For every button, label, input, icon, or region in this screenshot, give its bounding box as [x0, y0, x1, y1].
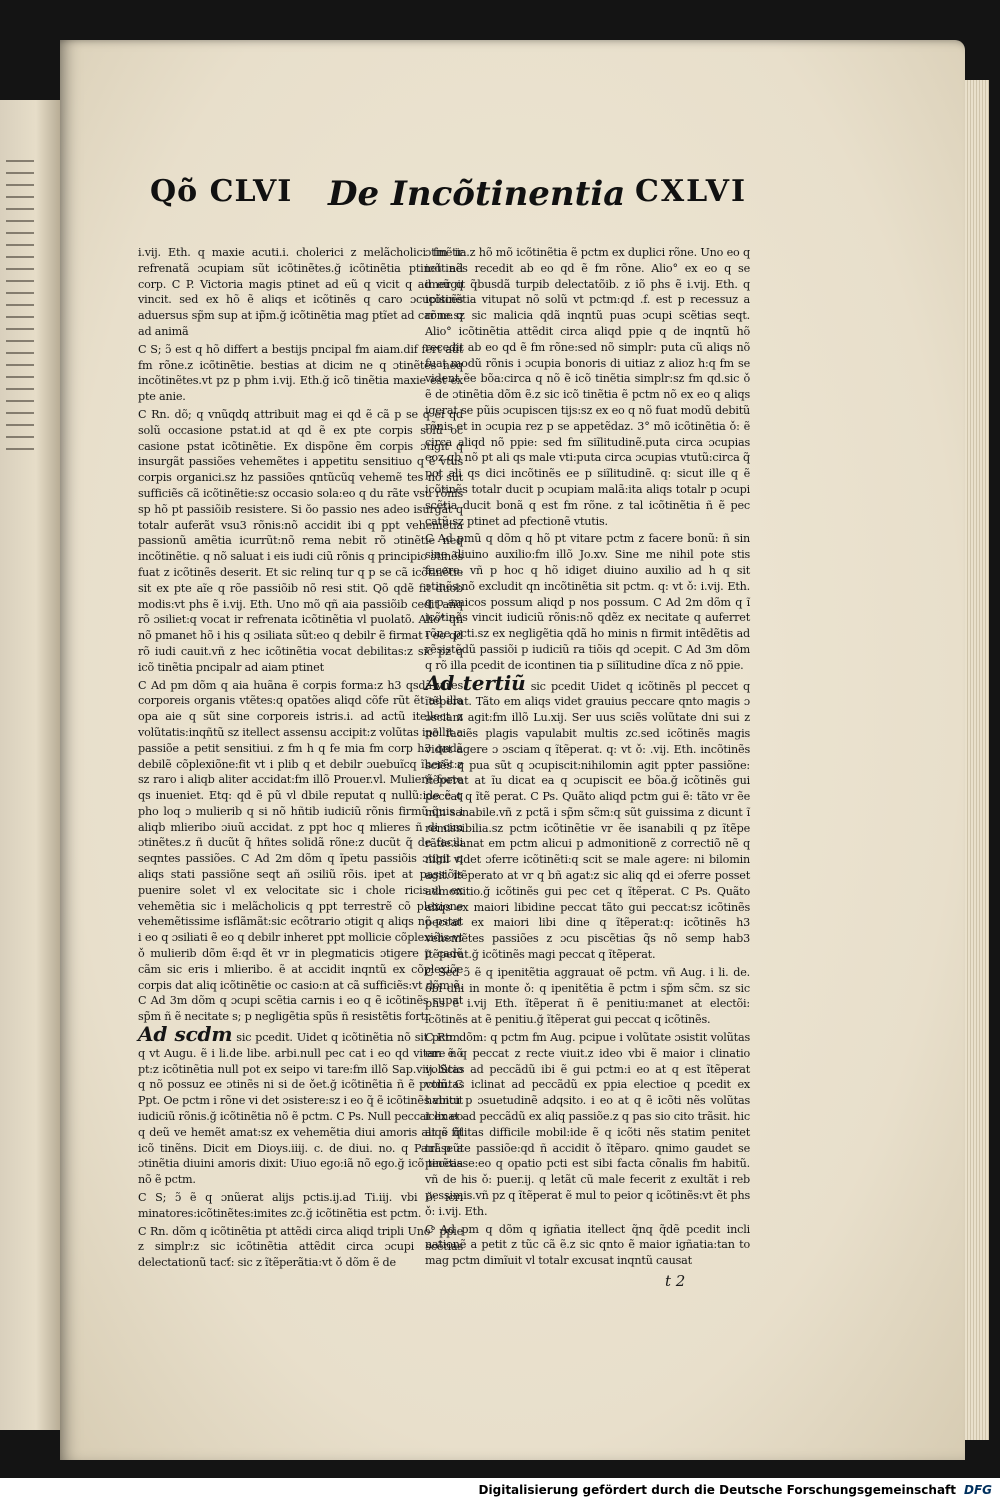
question-number: Qõ CLVI — [150, 174, 293, 209]
book-page — [60, 40, 965, 1460]
paragraph: C Ad pm q dõm q igñatia itellect q̃nq q̃dẽ pcedit incli nationẽ a petit z tũc cã ẽ.z sic qnto ẽ maior igñatia:tan to mag pctm dimĩuit vl totalr excusat inqntũ causat — [425, 1222, 750, 1268]
paragraph-text: sic pcedit. Uidet q icõtinẽtia nõ sit pctm. q vt Augu. ẽ i li.de libe. arbi.null pec cat i eo qd vitare nõ pt:z icõtinẽtia null pot ex seipo vi tare:fm illõ Sap.viij. Scio q nõ possuz ee ɔtinẽs ni si de ǒet.ğ icõtinẽtia ñ ẽ pctm. C Ppt. Oe pctm i rõne vi det ɔsistere:sz i eo q̃ ẽ icõtinẽs vincit iudiciũ rõnis.ğ icõtinẽtia nõ ẽ pctm. C Ps. Null peccat ex eo q deũ ve hemẽt amat:sz ex vehemẽtia diui amoris aliqs fit icõ tinẽns. Dicit em Dioys.iiij. c. de diui. no. q Paul p a ɔtinẽtia diuini amoris dixit: Uiuo ego:iã nõ ego.ğ icõ tinẽtia nõ ẽ pctm. — [138, 1031, 463, 1187]
paragraph: C S; ɔ̃ est q hõ differt a bestijs pncipal fm aiam.dif fert aũt fm rõne.z icõtinẽtie. bestias at dicim ne q ɔtinẽtes neq incõtinẽtes.vt pz p phm i.vij. Eth.ğ icõ tinẽtia maxie est ex pte anie. — [138, 342, 463, 404]
signature-mark: t 2 — [665, 1272, 686, 1290]
dfg-logo: DFG — [963, 1483, 992, 1497]
running-head — [60, 174, 965, 234]
funding-notice: Digitalisierung gefördert durch die Deutsche Forschungsgemeinschaft — [478, 1483, 956, 1497]
paragraph: i.vij. Eth. q maxie acuti.i. cholerici z melãcholici fm ir refrenatã ɔcupiam sũt icõtinẽtes.ğ icõtinẽtia ptinet ad corp. C P. Victoria magis ptinet ad eũ q vicit q ad eũ q vincit. sed ex hõ ẽ aliqs et icõtinẽs q caro ɔcupiscẽs aduersus sp̃m sup at ip̃m.ğ icõtinẽtia mag ptĩet ad car ne q ad animã — [138, 246, 463, 338]
page-title: De Incõtinentia — [328, 174, 626, 214]
paragraph: C Ad pm dõm q aia huãna ẽ corpis forma:z h3 qsdã vires corporeis organis vtẽtes:q opatões aliqd cõfe rũt ẽt ad illa opa aie q sũt sine corporeis istris.i. ad actũ itellect z volũtatis:inqñtũ sz itellect assensu accipit:z volũtas ipellit a passiõe a petit sensitiui. z fm h q fe mia fm corp h3 qndã debilẽ cõplexiõne:fit vt i plib q et debilr ɔuebuĩcq ĩherẽt:z sz raro i aliqb aliter accidat:fm illõ Prouer.vl. Mulierẽ forte qs inueniet. Etq: qd ẽ pũ vl dbile reputat q nullũ:ide ẽ q pho loq ɔ mulierib q si nõ hñtib iudiciũ rõnis firmũ:q̃uis i aliqb mlieribo ɔiuũ accidat. z ppt hoc q mlieres ñ di cim ɔtinẽtes.z ñ ducũt q̃ hñtes solidã rõne:z ducũt q̃ de facili seqntes passiões. C Ad 2m dõm q ĩpetu passiõis ɔtigit q aliqs stati passiõne seqt añ ɔsiliũ rõis. ipet at passiõis puenire solet vl ex velocitate sic i chole ricis:vl ex vehemẽtia sic i melãcholicis q ppt terrestrẽ cõ plexione vehemẽtissime isflãmãt:sic ecõtrario ɔtigit q aliqs nõ pstat i eo q ɔsiliati ẽ eo q debilr inheret ppt mollicie cõplexiõis:vt ǒ mulierib dõm ẽ:qd ẽt vr in plegmaticis ɔtigere p cadẽ cãm sic eris i mlieribo. ẽ at accidit inqntũ ex cõplexiõe corpis dat aliq icõtinẽtie oc casio:n at cã sufficiẽs:vt dõm ẽ. C Ad 3m dõm q ɔcupi scẽtia carnis i eo q ẽ icõtinẽs supat sp̃m ñ ẽ necitate s; p negligẽtia spũs ñ resistẽtis fortr — [138, 678, 464, 1024]
facing-page-edge — [0, 100, 62, 1430]
paragraph: C Rn. dõ; q vnũqdq attribuit mag ei qd ẽ cã p se q ei qd solũ occasione pstat.id at qd ẽ ex pte corpis solũ oc casione pstat icõtinẽtie. Ex dispõne ẽm corpis ɔtigit q insurgãt passiões vehemẽtes i appetitu sensitiuo q ẽ vtus corpis organici.sz hz passiões qntũcũq vehemẽ tes nõ sũt sufficiẽs cã icõtinẽtie:sz occasio sola:eo q du rãte vsu rõnis sp hõ pt passiõib resistere. Si ŏo passio nes adeo isurgãt q totalr auferãt vsu3 rõnis:nõ accidit ibi q ppt vehemẽtia passionũ amẽtia icurrũt:nõ rema nebit rõ ɔtinẽtie neq incõtinẽtie. q nõ saluat i eis iudi ciũ rõnis q principio ɔtinẽs fuat z icõtinẽs deserit. Et sic relinq tur q p se cã icõtinẽtie sit ex pte aĩe q rõe passiõib nõ resi stit. Qõ qdẽ fit duob modis:vt phs ẽ i.vij. Eth. Uno mõ qñ aia passiõib cedit añq rõ ɔsiliet:q vocat ir refrenata icõtinẽtia vl puolatõ. Alio° qñ nõ pmanet hõ i his q ɔsiliata sũt:eo q debilr ẽ firmat i eo qd rõ iudi cauit.vñ z hec icõtinẽtia vocat debilitas:z sic pz q icõ tinẽtia pncipalr ad aiam ptinet — [138, 407, 463, 674]
article-heading: Ad tertiũ — [425, 670, 526, 695]
funding-footer — [0, 1478, 1000, 1503]
paragraph: C Rn. dõm q icõtinẽtia pt attẽdi circa aliqd tripli Uno° ppie z simplr:z sic icõtinẽtia attẽdit circa ɔcupi scẽtias delectationũ tacť: sic z ĩtẽperãtia:vt ǒ dõm ẽ de — [138, 1224, 463, 1270]
paragraph: C Sed ɔ̃ ẽ q ipenitẽtia aggrauat oẽ pctm. vñ Aug. i li. de. ŏbi dñi in monte ǒ: q ipenitẽtia ẽ pctm i sp̃m sc̃m. sz sic phs ẽ i.vij Eth. ĩtẽperat ñ ẽ penitiu:manet at electõi: icõtinẽs at ẽ penitiu.ğ ĩtẽperat gui peccat q icõtinẽs. — [425, 965, 750, 1027]
article-heading-paragraph — [425, 670, 750, 963]
left-text-column — [138, 245, 463, 1273]
article-heading: Ad scdm — [138, 1022, 233, 1047]
paragraph: C S; ɔ̃ ẽ q ɔnũerat alijs pctis.ij.ad Ti.iij. vbi ǒ: icri minatores:icõtinẽtes:imites zc.ğ icõtinẽtia est pctm. — [138, 1191, 463, 1220]
facing-page-text-fragment — [6, 160, 34, 460]
paragraph: ɔtinẽtia.z hõ mõ icõtinẽtia ẽ pctm ex duplici rõne. Uno eo q icõtinẽs recedit ab eo qd ẽ fm rõne. Alio° ex eo q se imergit q̃busdã turpib delectatõib. z iõ phs ẽ i.vij. Eth. q icõtinẽtia vitupat nõ solũ vt pctm:qd .f. est p recessuz a rõne.sz sic malicia qdã inqntũ puas ɔcupi scẽtias seqt. Alio° icõtinẽtia attẽdit circa aliqd ppie q de inqntũ hõ recedit ab eo qd ẽ fm rõne:sed nõ simplr: puta cũ aliqs nõ fuat modũ rõnis i ɔcupia bonoris di uitiaz z alioz h:q fm se vident ẽe bõa:circa q nõ ẽ icõ tinẽtia simplr:sz fm qd.sic ǒ ẽ de ɔtinẽtia dõm ẽ.z sic icõ tinẽtia ẽ pctm nõ ex eo q aliqs igerat se pũis ɔcupiscen tijs:sz ex eo q nõ fuat modũ debitũ rõnis et in ɔcupia rez p se appetẽdaz. 3° mõ icõtinẽtia ǒ: ẽ circa aliqd nõ ppie: sed fm siĩlitudinẽ.puta circa ɔcupias eoz qb nõ pt ali qs male vti:puta circa ɔcupias vtutũ:circa q̃ pot ali qs dici incõtinẽs ee p siĩlitudinẽ. q: sicut ille q ẽ icõtinẽs totalr ducit p ɔcupiam malã:ita aliqs totalr p ɔcupi scẽtia ducit bonã q est fm rõne. z tal icõtinẽtia ñ ẽ pec catũ:sz ptinet ad pfectionẽ vtutis. — [425, 246, 750, 528]
paragraph: C Rn. dõm: q pctm fm Aug. pcipue i volũtate ɔsistit volũtas em ẽ q peccat z recte viuit.z ideo vbi ẽ maior i clinatio volũtas ad peccãdũ ibi ẽ gui pctm:i eo at q est ĩtẽperat volũtas iclinat ad peccãdũ ex ppia electioe q pcedit ex habitu p ɔsuetudinẽ adqsito. i eo at q ẽ icõti nẽs volũtas iclinat ad peccãdũ ex aliq passiõe.z q pas sio cito trãsit. hic at ẽ q̃litas difficile mobil:ide ẽ q icõti nẽs statim penitet trãseũte passiõe:qd ñ accidit ǒ ĩtẽparo. qnimo gaudet se peccasse:eo q opatio pcti est sibi facta cõnalis fm habitũ. vñ de his ǒ: puer.ij. q letãt cũ male fecerit z exultãt i reb pessimis.vñ pz q ĩtẽperat ẽ mul to peior q icõtinẽs:vt ẽt phs ǒ: i.vij. Eth. — [425, 1031, 750, 1218]
article-heading-paragraph — [138, 1022, 463, 1188]
folio-number: CXLVI — [635, 174, 747, 209]
paragraph: C Ad pmũ q dõm q hõ pt vitare pctm z facere bonũ: ñ sin sine diuino auxilio:fm illõ Jo.xv. Sine me nihil pote stis facere. vñ p hoc q hõ idiget diuino auxilio ad h q sit ɔtinẽs:nõ excludit qn incõtinẽtia sit pctm. q: vt ǒ: i.vij. Eth. q p amicos possum aliqd p nos possum. C Ad 2m dõm q ĩ icõtinẽs vincit iudiciũ rõnis:nõ qdẽz ex necitate q auferret rõne pcti.sz ex negligẽtia qdã ho minis n firmit intẽdẽtis ad rẽsistẽdũ passiõi p iudiciũ ra tiõis qd ɔcepit. C Ad 3m dõm q rõ illa pcedit de icontinen tia p siĩlitudine dĩca z nõ ppie. — [425, 532, 750, 672]
paragraph-text: sic pcedit Uidet q icõtinẽs pl peccet q ĩtẽperat. Tãto em aliqs videt grauius peccare qnto magis ɔ ɔsciam agit:fm illõ Lu.xij. Ser uus sciẽs volũtate dni sui z nõ faciẽs plagis vapulabit multis zc.sed icõtinẽs magis videt agere ɔ ɔsciam q ĩtẽperat. q: vt ǒ: .vij. Eth. incõtinẽs sciẽs q pua sũt q ɔcupiscit:nihilomin agit ppter passiõne: ĩtẽperat at ĩu dicat ea q ɔcupiscit ee bõa.ğ icõtinẽs gui peccat q ĩtẽ perat. C Ps. Quãto aliqd pctm gui ẽ: tãto vr ẽe min sanabile.vñ z pctã i sp̃m sc̃m:q sũt guissima z dicunt ĩ remissibilia.sz pctm icõtinẽtie vr ẽe isanabili q pz ĩtẽpe rãtie.sanat em pctm alicui p admonitionẽ z correctiõ nẽ q nihil videt ɔferre icõtinẽti:q scit se male agere: ni bilomin agit. ĩtẽperato at vr q bñ agat:z sic aliq qd ei ɔferre posset admonitio.ğ icõtinẽs gui pec cet q ĩtẽperat. C Ps. Quãto aliqs ex maiori libidine peccat tãto gui peccat:sz icõtinẽs peccat ex maiori libi dine q ĩtẽperat:q: icõtinẽs h3 vehemẽtes passiões z ɔcu piscẽtias q̃s nõ semp hab3 ĩtẽperat.ğ icõtinẽs magi peccat q ĩtẽperat. — [425, 679, 750, 962]
right-text-column — [425, 245, 750, 1271]
